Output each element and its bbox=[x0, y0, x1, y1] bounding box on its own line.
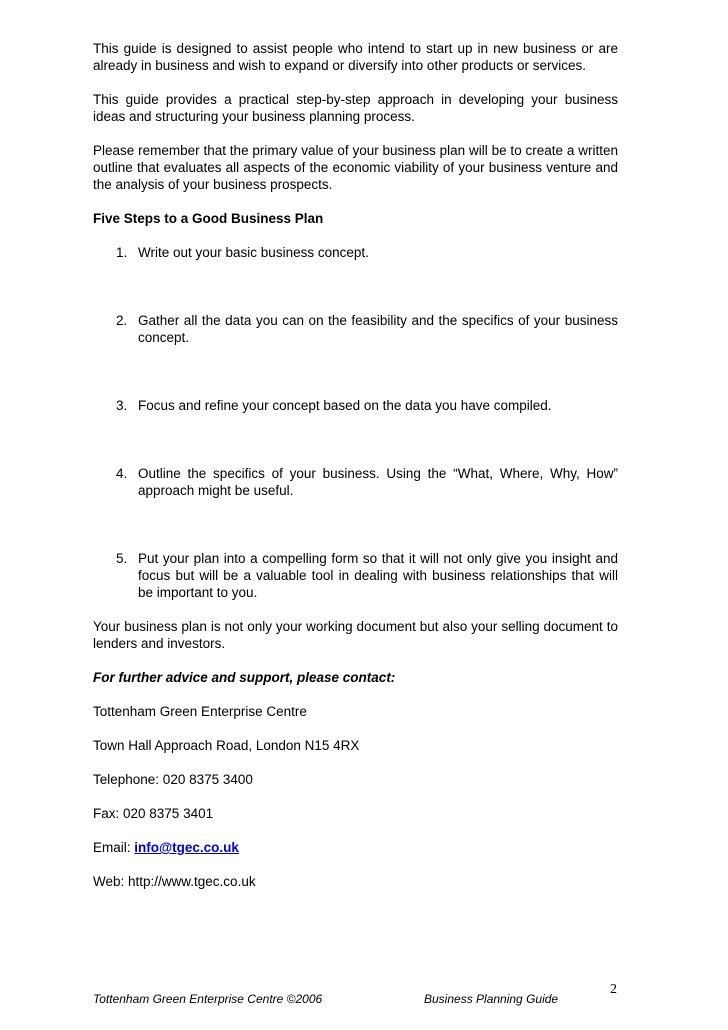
step-item bbox=[93, 465, 618, 499]
email-link[interactable]: info@tgec.co.uk bbox=[134, 840, 239, 855]
step-number: 4. bbox=[116, 466, 128, 481]
step-number: 1. bbox=[116, 245, 128, 260]
step-text: Focus and refine your concept based on the data you have compiled. bbox=[138, 398, 552, 413]
step-number: 5. bbox=[116, 551, 128, 566]
steps-list bbox=[93, 244, 618, 601]
step-item bbox=[93, 397, 618, 414]
summary-paragraph: Your business plan is not only your working document but also your selling document to lenders and investors. bbox=[93, 619, 618, 651]
step-text: Outline the specifics of your business. Using the “What, Where, Why, How” approach might be useful. bbox=[138, 466, 618, 498]
advice-heading: For further advice and support, please contact: bbox=[93, 670, 396, 685]
contact-telephone: Telephone: 020 8375 3400 bbox=[93, 772, 253, 787]
contact-fax: Fax: 020 8375 3401 bbox=[93, 806, 214, 821]
contact-address: Town Hall Approach Road, London N15 4RX bbox=[93, 738, 360, 753]
step-text: Write out your basic business concept. bbox=[138, 245, 369, 260]
footer-left: Tottenham Green Enterprise Centre ©2006 bbox=[93, 992, 323, 1006]
email-label: Email: bbox=[93, 840, 135, 855]
step-item bbox=[93, 244, 618, 261]
page-number: 2 bbox=[610, 982, 617, 997]
step-text: Put your plan into a compelling form so that it will not only give you insight and focus but will be a valuable tool in dealing with business relationships that will be important to you. bbox=[138, 551, 618, 600]
contact-email-line bbox=[93, 839, 618, 856]
step-item bbox=[93, 550, 618, 601]
intro-paragraph-3: Please remember that the primary value of your business plan will be to create a written outline that evaluates all aspects of the economic viability of your business venture and the analysis of your business prospects. bbox=[93, 143, 618, 192]
page-content bbox=[93, 40, 618, 907]
step-number: 3. bbox=[116, 398, 128, 413]
intro-paragraph-2: This guide provides a practical step-by-step approach in developing your business ideas and structuring your business planning process. bbox=[93, 92, 618, 124]
step-item bbox=[93, 312, 618, 346]
step-number: 2. bbox=[116, 313, 128, 328]
contact-web: Web: http://www.tgec.co.uk bbox=[93, 874, 256, 889]
footer-right: Business Planning Guide bbox=[424, 992, 559, 1006]
intro-paragraph-1: This guide is designed to assist people who intend to start up in new business or are already in business and wish to expand or diversify into other products or services. bbox=[93, 41, 618, 73]
steps-heading: Five Steps to a Good Business Plan bbox=[93, 211, 324, 226]
step-text: Gather all the data you can on the feasibility and the specifics of your business concept. bbox=[138, 313, 618, 345]
contact-org: Tottenham Green Enterprise Centre bbox=[93, 704, 307, 719]
